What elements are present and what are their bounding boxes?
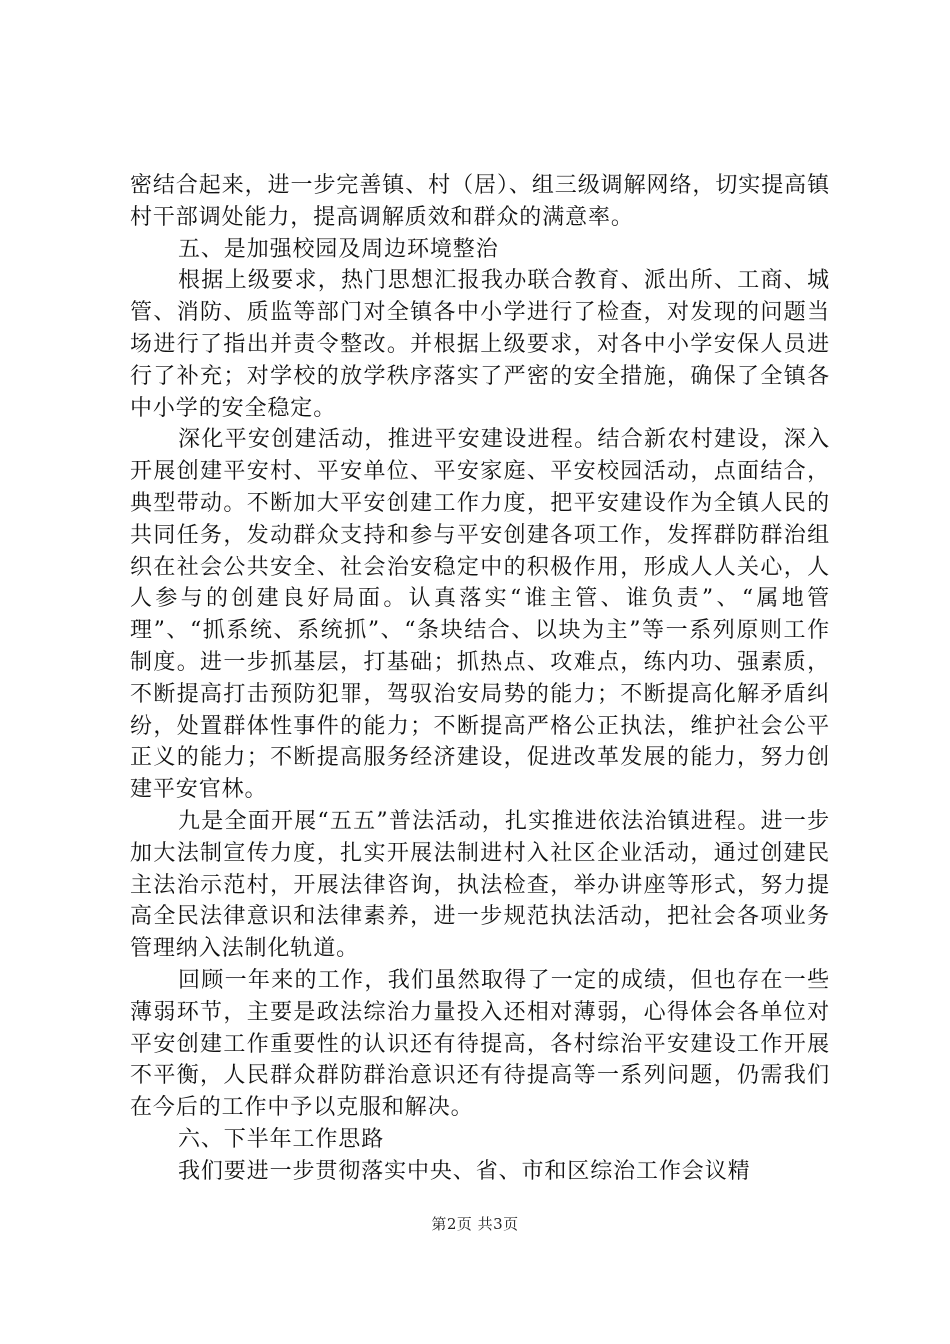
section-heading-campus: 五、是加强校园及周边环境整治 bbox=[178, 236, 499, 262]
page-number-footer: 第2页 共3页 bbox=[431, 1215, 519, 1233]
paragraph-review: 回顾一年来的工作，我们虽然取得了一定的成绩，但也存在一些薄弱环节，主要是政法综治力量投入还相对薄弱，心得体会各单位对平安创建工作重要性的认识还有待提高，各村综治平安建设工作开展不平衡，人民群众群防群治意识还有待提高等一系列问题，仍需我们在今后的工作中予以克服和解决。 bbox=[130, 967, 830, 1121]
paragraph-continuation: 密结合起来，进一步完善镇、村（居）、组三级调解网络，切实提高镇村干部调处能力，提高调解质效和群众的满意率。 bbox=[130, 173, 830, 230]
paragraph-safety-campaign: 深化平安创建活动，推进平安建设进程。结合新农村建设，深入开展创建平安村、平安单位、平安家庭、平安校园活动，点面结合，典型带动。不断加大平安创建工作力度，把平安建设作为全镇人民的共同任务，发动群众支持和参与平安创建各项工作，发挥群防群治组织在社会公共安全、社会治安稳定中的积极作用，形成人人关心，人人参与的创建良好局面。认真落实“谁主管、谁负责”、“属地管理”、“抓系统、系统抓”、“条块结合、以块为主”等一系列原则工作制度。进一步抓基层，打基础；抓热点、攻难点，练内功、强素质，不断提高打击预防犯罪，驾驭治安局势的能力；不断提高化解矛盾纠纷，处置群体性事件的能力；不断提高严格公正执法，维护社会公平正义的能力；不断提高服务经济建设，促进改革发展的能力，努力创建平安官林。 bbox=[130, 427, 830, 803]
paragraph-campus-inspection: 根据上级要求，热门思想汇报我办联合教育、派出所、工商、城管、消防、质监等部门对全镇各中小学进行了检查，对发现的问题当场进行了指出并责令整改。并根据上级要求，对各中小学安保人员进行了补充；对学校的放学秩序落实了严密的安全措施，确保了全镇各中小学的安全稳定。 bbox=[130, 268, 830, 421]
paragraph-plan-start: 我们要进一步贯彻落实中央、省、市和区综治工作会议精 bbox=[178, 1158, 751, 1184]
document-body bbox=[130, 170, 830, 1188]
section-heading-plan: 六、下半年工作思路 bbox=[178, 1126, 385, 1152]
paragraph-legal-education: 九是全面开展“五五”普法活动，扎实推进依法治镇进程。进一步加大法制宣传力度，扎实开展法制进村入社区企业活动，通过创建民主法治示范村，开展法律咨询，执法检查，举办讲座等形式，努力提高全民法律意识和法律素养，进一步规范执法活动，把社会各项业务管理纳入法制化轨道。 bbox=[130, 808, 830, 962]
